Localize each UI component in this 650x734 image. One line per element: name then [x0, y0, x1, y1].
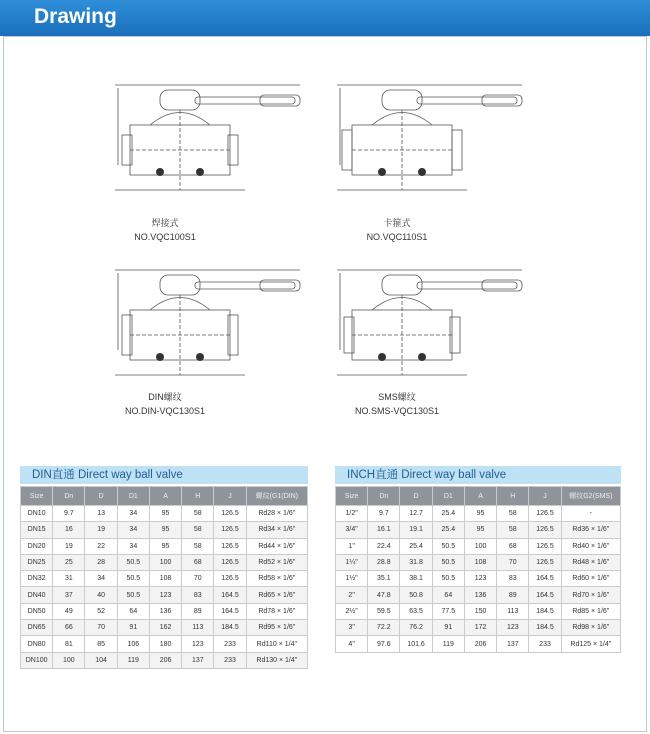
table-cell: DN80: [21, 636, 53, 652]
table-cell: 85: [85, 636, 117, 652]
table-row: [21, 620, 308, 636]
table-cell: 58: [497, 522, 529, 538]
table-cell: 9.7: [53, 506, 85, 522]
table-row: [21, 652, 308, 668]
table-header: D1: [117, 487, 149, 506]
table-cell: Rd52 × 1/6": [246, 554, 307, 570]
table-row: [21, 571, 308, 587]
drawing-label-no: NO.SMS-VQC130S1: [354, 406, 440, 416]
table-row: [336, 506, 621, 522]
table-cell: 113: [182, 620, 214, 636]
table-cell: 123: [182, 636, 214, 652]
table-row: [21, 603, 308, 619]
table-cell: 180: [149, 636, 181, 652]
header-bar: [0, 0, 650, 36]
table-cell: 68: [497, 538, 529, 554]
table-cell: 162: [149, 620, 181, 636]
table-cell: 95: [464, 522, 496, 538]
table-cell: 58: [182, 538, 214, 554]
table-cell: 206: [464, 636, 496, 652]
table-row: [336, 538, 621, 554]
table-cell: 34: [85, 571, 117, 587]
din-dimension-table: [20, 486, 308, 669]
table-cell: 58: [182, 506, 214, 522]
table-cell: 50.5: [117, 571, 149, 587]
table-row: [21, 522, 308, 538]
table-cell: 164.5: [529, 587, 561, 603]
table-cell: 89: [182, 603, 214, 619]
table-header: Size: [21, 487, 53, 506]
page-title: Drawing: [34, 5, 117, 28]
table-cell: 164.5: [529, 571, 561, 587]
table-cell: Rd40 × 1/6": [561, 538, 620, 554]
table-cell: 184.5: [529, 620, 561, 636]
table-cell: DN50: [21, 603, 53, 619]
inch-dimension-table: [335, 486, 621, 653]
table-header: D1: [432, 487, 464, 506]
table-header: Dn: [368, 487, 400, 506]
table-cell: 136: [464, 587, 496, 603]
table-cell: 19: [85, 522, 117, 538]
drawing-label-cn: 卡箍式: [383, 218, 411, 228]
table-cell: 123: [497, 620, 529, 636]
table-cell: 19.1: [400, 522, 432, 538]
table-cell: 64: [117, 603, 149, 619]
table-cell: 52: [85, 603, 117, 619]
table-cell: 1": [336, 538, 368, 554]
table-cell: 70: [85, 620, 117, 636]
valve-drawing-welded: [110, 80, 310, 200]
table-cell: -: [561, 506, 620, 522]
table-cell: 108: [464, 554, 496, 570]
drawing-label-cn: SMS螺纹: [378, 392, 416, 402]
table-cell: Rd85 × 1/6": [561, 603, 620, 619]
table-cell: 50.5: [432, 571, 464, 587]
valve-drawing-din: [110, 265, 310, 385]
table-cell: 233: [214, 636, 246, 652]
table-cell: 150: [464, 603, 496, 619]
table-row: [21, 506, 308, 522]
drawing-label-no: NO.VQC110S1: [366, 232, 428, 242]
table-cell: Rd34 × 1/6": [246, 522, 307, 538]
table-cell: 63.5: [400, 603, 432, 619]
table-cell: 1¼": [336, 554, 368, 570]
table-cell: 72.2: [368, 620, 400, 636]
table-cell: 22: [85, 538, 117, 554]
table-cell: 47.8: [368, 587, 400, 603]
table-cell: 50.5: [117, 554, 149, 570]
table-cell: 206: [149, 652, 181, 668]
table-row: [336, 554, 621, 570]
table-header: A: [464, 487, 496, 506]
table-cell: 37: [53, 587, 85, 603]
table-cell: 70: [497, 554, 529, 570]
table-cell: 50.8: [400, 587, 432, 603]
table-row: [336, 620, 621, 636]
table-header: D: [85, 487, 117, 506]
table-cell: 113: [497, 603, 529, 619]
table-cell: 34: [117, 538, 149, 554]
table-cell: 137: [497, 636, 529, 652]
table-cell: 35.1: [368, 571, 400, 587]
table-cell: DN40: [21, 587, 53, 603]
table-cell: 50.5: [432, 554, 464, 570]
table-cell: Rd28 × 1/6": [246, 506, 307, 522]
table-header: J: [529, 487, 561, 506]
table-cell: 126.5: [214, 554, 246, 570]
table-header: A: [149, 487, 181, 506]
table-cell: 2": [336, 587, 368, 603]
drawing-label-no: NO.VQC100S1: [134, 232, 196, 242]
table-cell: 13: [85, 506, 117, 522]
table-cell: Rd60 × 1/6": [561, 571, 620, 587]
table-cell: 1½": [336, 571, 368, 587]
table-cell: 126.5: [214, 522, 246, 538]
table-row: [21, 554, 308, 570]
table-cell: DN20: [21, 538, 53, 554]
table-cell: 25.4: [432, 506, 464, 522]
table-cell: Rd98 × 1/6": [561, 620, 620, 636]
valve-drawing-sms: [332, 265, 532, 385]
table-cell: 137: [182, 652, 214, 668]
table-cell: 9.7: [368, 506, 400, 522]
drawing-label-cn: DIN螺纹: [148, 392, 182, 402]
table-cell: 184.5: [529, 603, 561, 619]
table-cell: DN100: [21, 652, 53, 668]
table-cell: 50.5: [432, 538, 464, 554]
table-cell: 25.4: [432, 522, 464, 538]
table-header: D: [400, 487, 432, 506]
table-header: J: [214, 487, 246, 506]
table-cell: 66: [53, 620, 85, 636]
table-cell: 100: [149, 554, 181, 570]
table-cell: 49: [53, 603, 85, 619]
table-cell: 126.5: [214, 538, 246, 554]
table-cell: 126.5: [529, 554, 561, 570]
table-cell: Rd78 × 1/6": [246, 603, 307, 619]
table-cell: 123: [149, 587, 181, 603]
table-cell: 164.5: [214, 603, 246, 619]
table-cell: 233: [529, 636, 561, 652]
table-cell: 119: [117, 652, 149, 668]
table-cell: 16.1: [368, 522, 400, 538]
table-cell: 76.2: [400, 620, 432, 636]
table-cell: Rd125 × 1/4": [561, 636, 620, 652]
table-cell: Rd48 × 1/6": [561, 554, 620, 570]
table-cell: 34: [117, 522, 149, 538]
table-cell: 126.5: [529, 522, 561, 538]
table-cell: 50.5: [117, 587, 149, 603]
table-cell: 100: [464, 538, 496, 554]
table-cell: Rd44 × 1/6": [246, 538, 307, 554]
table-cell: 68: [182, 554, 214, 570]
table-cell: 81: [53, 636, 85, 652]
table-cell: 106: [117, 636, 149, 652]
table-cell: 91: [432, 620, 464, 636]
drawing-label-no: NO.DIN-VQC130S1: [124, 406, 206, 416]
table-cell: 34: [117, 506, 149, 522]
table-row: [336, 587, 621, 603]
table-row: [21, 587, 308, 603]
table-cell: 108: [149, 571, 181, 587]
table-cell: DN32: [21, 571, 53, 587]
table-header: 螺纹G2(SMS): [561, 487, 620, 506]
table-cell: 28.8: [368, 554, 400, 570]
table-row: [336, 636, 621, 652]
table-cell: 172: [464, 620, 496, 636]
table-cell: 58: [497, 506, 529, 522]
table-cell: 95: [149, 522, 181, 538]
table-cell: 12.7: [400, 506, 432, 522]
table-cell: 16: [53, 522, 85, 538]
table-cell: 95: [149, 506, 181, 522]
table-row: [336, 603, 621, 619]
table-header: 螺纹(G1(DIN): [246, 487, 307, 506]
inch-table-title: INCH直通 Direct way ball valve: [335, 466, 621, 484]
table-cell: 59.5: [368, 603, 400, 619]
table-cell: 40: [85, 587, 117, 603]
table-cell: Rd58 × 1/6": [246, 571, 307, 587]
table-cell: 1/2": [336, 506, 368, 522]
table-cell: Rd65 × 1/6": [246, 587, 307, 603]
table-row: [21, 538, 308, 554]
table-header: H: [497, 487, 529, 506]
table-cell: 233: [214, 652, 246, 668]
table-cell: 4": [336, 636, 368, 652]
table-cell: 95: [149, 538, 181, 554]
table-cell: Rd36 × 1/6": [561, 522, 620, 538]
table-cell: 119: [432, 636, 464, 652]
table-cell: 31.8: [400, 554, 432, 570]
table-cell: 77.5: [432, 603, 464, 619]
table-cell: 91: [117, 620, 149, 636]
table-cell: 70: [182, 571, 214, 587]
valve-drawing-clamp: [332, 80, 532, 200]
table-cell: 22.4: [368, 538, 400, 554]
table-cell: 89: [497, 587, 529, 603]
table-cell: 136: [149, 603, 181, 619]
table-header: Dn: [53, 487, 85, 506]
table-cell: 126.5: [214, 571, 246, 587]
table-cell: 95: [464, 506, 496, 522]
table-cell: 83: [182, 587, 214, 603]
table-cell: 126.5: [529, 538, 561, 554]
table-cell: Rd130 × 1/4": [246, 652, 307, 668]
table-cell: DN10: [21, 506, 53, 522]
table-cell: 19: [53, 538, 85, 554]
table-cell: 28: [85, 554, 117, 570]
table-cell: 126.5: [529, 506, 561, 522]
table-cell: DN65: [21, 620, 53, 636]
din-table-title: DIN直通 Direct way ball valve: [20, 466, 308, 484]
table-row: [336, 522, 621, 538]
table-cell: 97.6: [368, 636, 400, 652]
table-cell: 3": [336, 620, 368, 636]
table-cell: 123: [464, 571, 496, 587]
table-cell: 31: [53, 571, 85, 587]
table-cell: 83: [497, 571, 529, 587]
table-cell: DN15: [21, 522, 53, 538]
table-cell: 184.5: [214, 620, 246, 636]
table-cell: Rd110 × 1/4": [246, 636, 307, 652]
table-cell: 58: [182, 522, 214, 538]
table-cell: 64: [432, 587, 464, 603]
table-cell: 104: [85, 652, 117, 668]
table-cell: 100: [53, 652, 85, 668]
table-header: H: [182, 487, 214, 506]
table-row: [21, 636, 308, 652]
table-cell: 3/4": [336, 522, 368, 538]
table-cell: 126.5: [214, 506, 246, 522]
table-cell: DN25: [21, 554, 53, 570]
table-cell: 164.5: [214, 587, 246, 603]
table-cell: 25: [53, 554, 85, 570]
table-cell: 101.6: [400, 636, 432, 652]
table-row: [336, 571, 621, 587]
table-cell: 38.1: [400, 571, 432, 587]
table-header: Size: [336, 487, 368, 506]
table-cell: 25.4: [400, 538, 432, 554]
table-cell: Rd95 × 1/6": [246, 620, 307, 636]
table-cell: Rd70 × 1/6": [561, 587, 620, 603]
drawing-label-cn: 焊接式: [151, 218, 179, 228]
table-cell: 2½": [336, 603, 368, 619]
